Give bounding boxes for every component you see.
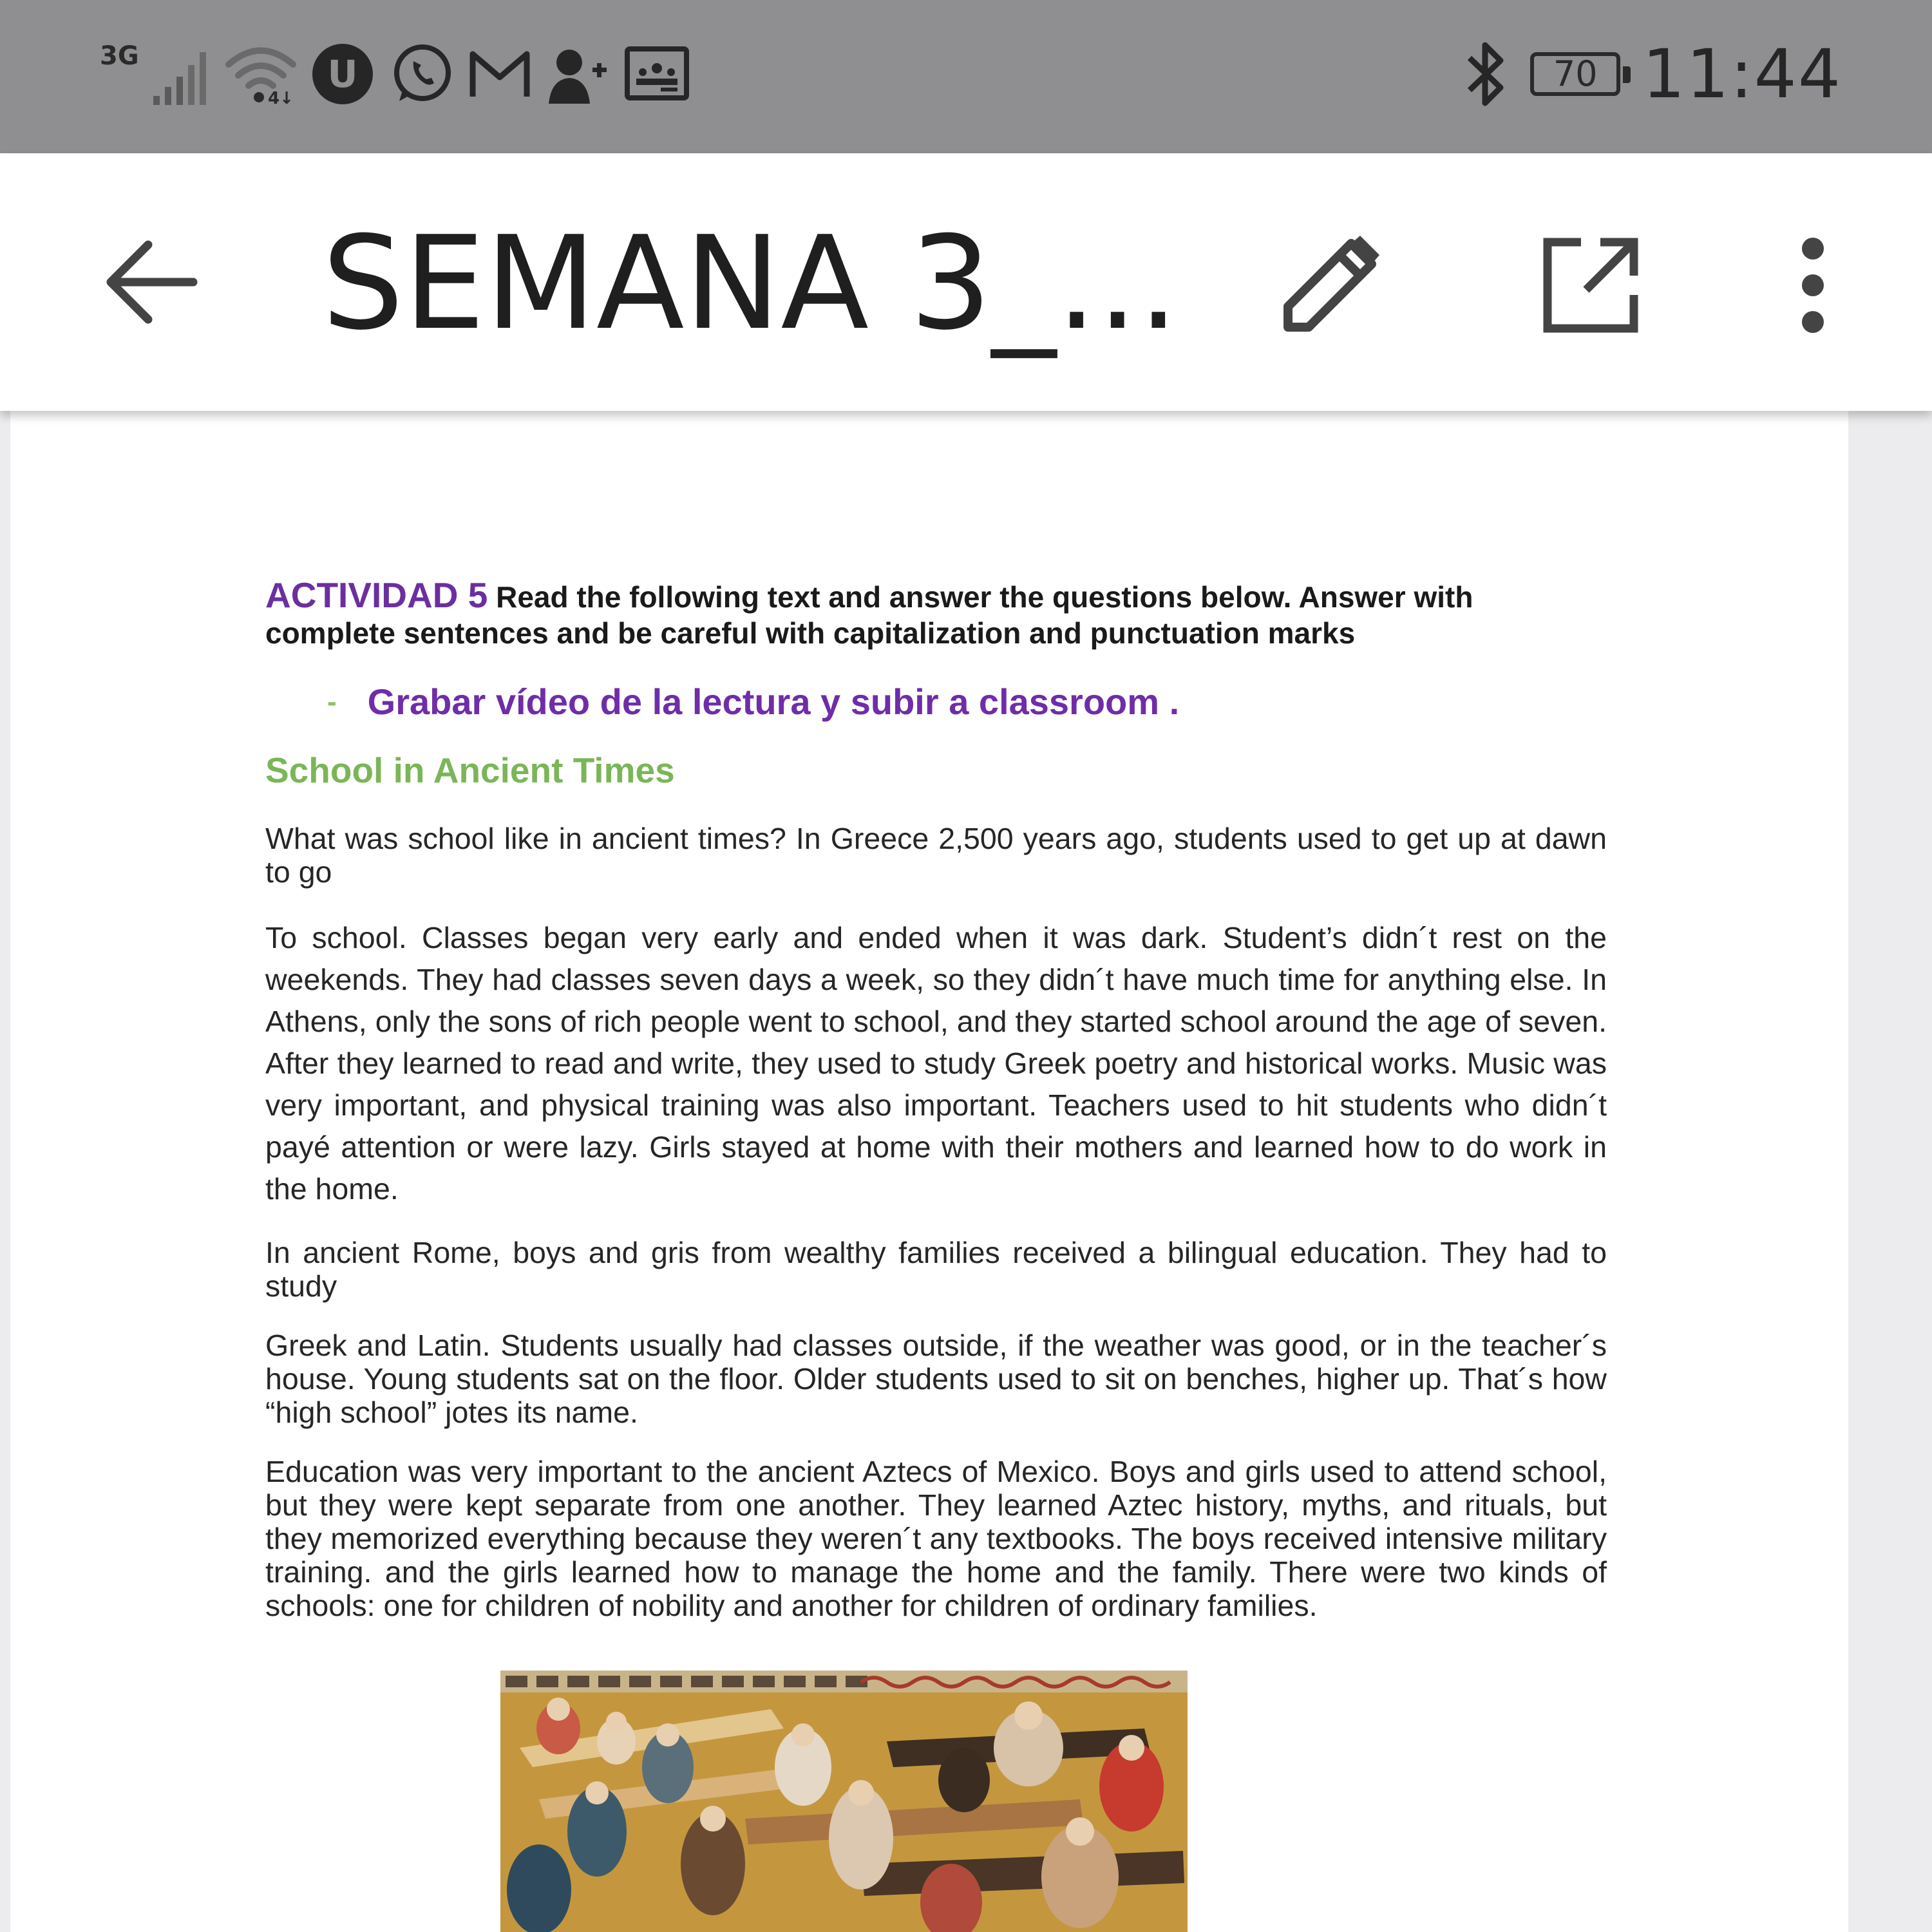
svg-text:U: U xyxy=(327,52,358,96)
document-content xyxy=(265,577,1607,1622)
paragraph: To school. Classes began very early and ended when it was dark. Student’s didn´t rest on the weekends. They had classes seven days a week, so they didn´t have much time for anything else. In Athens, only the sons of rich people went to school, and they started school around the age of seven. After they learned to read and write, they used to study Greek poetry and historical works. Music was very important, and physical training was also important. Teachers used to hit students who didn´t payé attention or were lazy. Girls stayed at home with their mothers and learned how to do work in the home. xyxy=(265,921,1607,1206)
task-bullet xyxy=(327,681,1607,723)
whatsapp-icon xyxy=(389,42,453,106)
bullet-dash: - xyxy=(327,685,337,717)
svg-text:4↓: 4↓ xyxy=(267,89,294,106)
back-arrow-icon[interactable] xyxy=(103,237,200,327)
status-bar xyxy=(0,0,1932,153)
paragraph: In ancient Rome, boys and gris from wealthy families received a bilingual education. They had to study xyxy=(265,1236,1607,1303)
reading-heading: School in Ancient Times xyxy=(265,750,675,790)
bullet-text: Grabar vídeo de la lectura y subir a classroom . xyxy=(367,681,1180,722)
more-vert-icon[interactable] xyxy=(1765,231,1861,340)
document-title: SEMANA 3_... xyxy=(322,209,1179,359)
app-bar xyxy=(0,153,1932,411)
clock: 11:44 xyxy=(1642,35,1842,113)
add-contact-icon xyxy=(546,42,611,106)
status-icons-left xyxy=(100,35,689,113)
activity-text: Read the following text and answer the questions below. Answer with complete sentences and be careful with capitalization and punctuation marks xyxy=(265,580,1473,650)
u-app-icon xyxy=(310,42,375,106)
edit-pencil-icon[interactable] xyxy=(1275,231,1385,340)
open-external-icon[interactable] xyxy=(1536,231,1645,340)
paragraph: Greek and Latin. Students usually had classes outside, if the weather was good, or in the teacher´s house. Young students sat on the floor. Older students used to sit on benches, higher up. That´s how “high school” jotes its name. xyxy=(265,1329,1607,1429)
activity-label: ACTIVIDAD 5 xyxy=(265,575,488,615)
classroom-icon xyxy=(625,45,689,103)
bluetooth-icon xyxy=(1463,39,1508,109)
activity-instructions xyxy=(265,577,1607,651)
gmail-icon xyxy=(468,45,532,103)
battery-percent: 70 xyxy=(1553,53,1598,94)
paragraph: Education was very important to the ancient Aztecs of Mexico. Boys and girls used to attend school, but they were kept separate from one another. They learned Aztec history, myths, and rituals, but they memorized everything because they weren´t any textbooks. The boys received intensive military training. and the girls learned how to manage the home and the family. There were two kinds of schools: one for children of nobility and another for children of ordinary families. xyxy=(265,1455,1607,1622)
signal-icon xyxy=(153,42,211,106)
battery-icon xyxy=(1530,52,1620,96)
medieval-classroom-image xyxy=(500,1671,1188,1932)
document-page xyxy=(10,411,1848,1932)
network-type: 3G xyxy=(100,41,139,71)
wifi-icon xyxy=(225,42,296,106)
status-icons-right xyxy=(1463,35,1842,113)
paragraph: What was school like in ancient times? In Greece 2,500 years ago, students used to get up at dawn to go xyxy=(265,822,1607,889)
